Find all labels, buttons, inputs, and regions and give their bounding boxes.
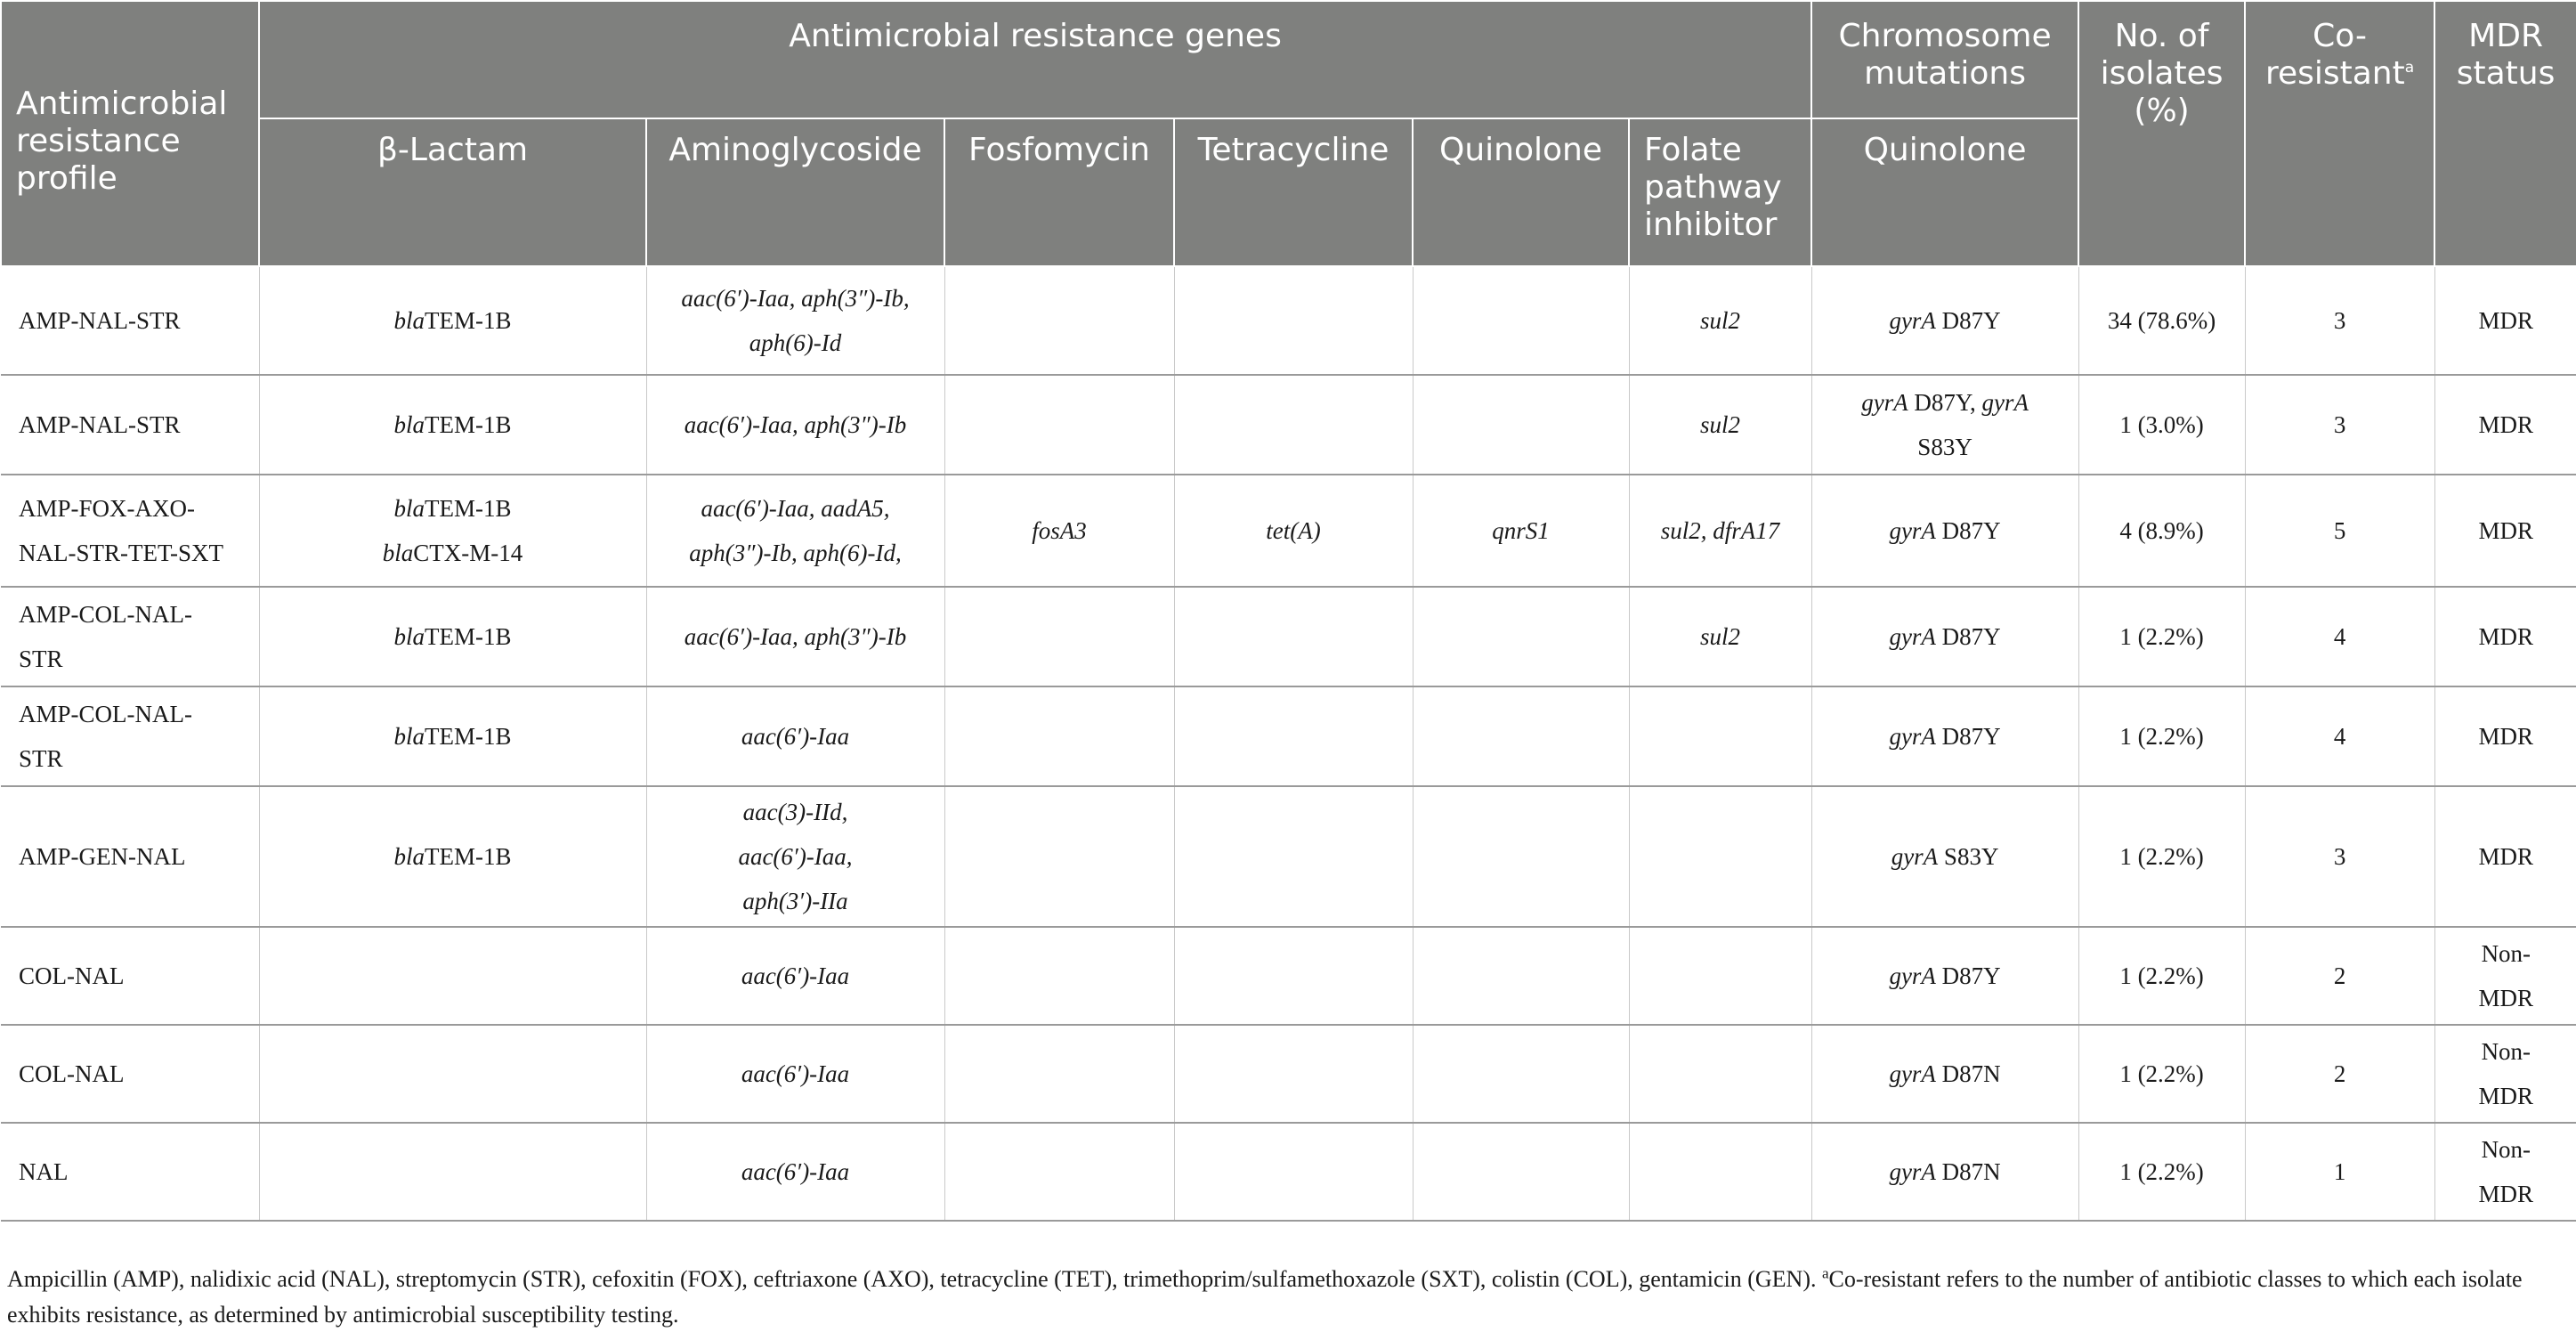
- header-genes-group: Antimicrobial resistance genes: [259, 1, 1811, 118]
- cell-aminoglycoside-line: aph(3″)-Ib, aph(6)-Id,: [689, 540, 902, 566]
- header-tetracycline: Tetracycline: [1174, 118, 1413, 266]
- cell-isolates: 1 (2.2%): [2078, 587, 2245, 686]
- cell-profile: AMP-FOX-AXO- NAL-STR-TET-SXT: [1, 475, 259, 587]
- header-isolates: No. of isolates (%): [2078, 1, 2245, 266]
- cell-mdr-status-line: MDR: [2478, 623, 2534, 650]
- cell-isolates: 1 (2.2%): [2078, 686, 2245, 786]
- cell-beta-lactam-line: blaTEM-1B: [393, 307, 512, 334]
- cell-aminoglycoside: [646, 686, 944, 786]
- footnote: Ampicillin (AMP), nalidixic acid (NAL), streptomycin (STR), cefoxitin (FOX), ceftriaxone (AXO), tetracycline (TET), trimethoprim/sulfamethoxazole (SXT), colistin (COL), gentamicin (GEN). $^a$Co-resistant refers to the number of antibiotic classes to which each isolate exhibits resistance, as determined by antimicrobial susceptibility testing.: [7, 1264, 2523, 1328]
- header-mdr-status: MDR status: [2434, 1, 2576, 266]
- cell-mdr-status-line: Non-: [2481, 1136, 2531, 1163]
- cell-tetracycline: [1174, 266, 1413, 375]
- cell-mdr-status: [2434, 686, 2576, 786]
- header-fosfomycin: Fosfomycin: [944, 118, 1174, 266]
- cell-fosfomycin: [944, 786, 1174, 927]
- cell-aminoglycoside-line: aph(3′)-IIa: [742, 888, 848, 914]
- cell-mdr-status: [2434, 1123, 2576, 1221]
- cell-aminoglycoside-line: aac(6′)-Iaa: [741, 1158, 850, 1185]
- cell-chromosome-mutation: [1811, 1025, 2078, 1123]
- table-row: [1, 927, 2576, 1025]
- cell-mdr-status: [2434, 266, 2576, 375]
- header-chrom-quinolone: Quinolone: [1811, 118, 2078, 266]
- cell-mdr-status: [2434, 587, 2576, 686]
- table-row: [1, 587, 2576, 686]
- cell-profile: AMP-COL-NAL- STR: [1, 686, 259, 786]
- cell-chromosome-mutation-line: gyrA D87Y: [1889, 962, 2001, 989]
- cell-isolates: 1 (3.0%): [2078, 375, 2245, 475]
- cell-quinolone: [1413, 786, 1629, 927]
- cell-mdr-status: [2434, 1025, 2576, 1123]
- cell-mdr-status-line: MDR: [2478, 307, 2534, 334]
- cell-quinolone: [1413, 927, 1629, 1025]
- cell-beta-lactam: [259, 266, 646, 375]
- cell-chromosome-mutation: [1811, 587, 2078, 686]
- cell-isolates: 1 (2.2%): [2078, 1025, 2245, 1123]
- cell-mdr-status-line: MDR: [2478, 843, 2534, 870]
- cell-aminoglycoside: [646, 475, 944, 587]
- table-row: [1, 786, 2576, 927]
- cell-fosfomycin: [944, 1025, 1174, 1123]
- cell-chromosome-mutation: [1811, 266, 2078, 375]
- cell-quinolone: [1413, 1123, 1629, 1221]
- cell-chromosome-mutation-line: gyrA D87Y: [1889, 517, 2001, 544]
- cell-tetracycline: [1174, 786, 1413, 927]
- cell-aminoglycoside: [646, 1123, 944, 1221]
- cell-beta-lactam-line: blaCTX-M-14: [382, 540, 523, 566]
- cell-mdr-status: [2434, 786, 2576, 927]
- cell-tetracycline: [1174, 1123, 1413, 1221]
- cell-profile: AMP-NAL-STR: [1, 266, 259, 375]
- cell-mdr-status-line: MDR: [2478, 517, 2534, 544]
- cell-beta-lactam: [259, 1123, 646, 1221]
- cell-aminoglycoside: [646, 786, 944, 927]
- cell-profile: AMP-COL-NAL- STR: [1, 587, 259, 686]
- cell-folate: [1629, 1025, 1811, 1123]
- cell-chromosome-mutation-line: S83Y: [1917, 434, 1973, 460]
- cell-tetracycline: [1174, 927, 1413, 1025]
- cell-mdr-status: [2434, 375, 2576, 475]
- cell-folate: sul2: [1629, 266, 1811, 375]
- cell-quinolone: qnrS1: [1413, 475, 1629, 587]
- cell-chromosome-mutation: [1811, 686, 2078, 786]
- header-quinolone: Quinolone: [1413, 118, 1629, 266]
- cell-chromosome-mutation-line: gyrA D87Y, gyrA: [1861, 389, 2029, 416]
- cell-aminoglycoside-line: aac(3)-IId,: [742, 799, 848, 825]
- cell-aminoglycoside: [646, 927, 944, 1025]
- cell-tetracycline: [1174, 375, 1413, 475]
- cell-isolates: 34 (78.6%): [2078, 266, 2245, 375]
- cell-chromosome-mutation: [1811, 927, 2078, 1025]
- cell-folate: sul2: [1629, 587, 1811, 686]
- cell-aminoglycoside: [646, 1025, 944, 1123]
- cell-aminoglycoside-line: aac(6′)-Iaa, aph(3″)-Ib: [684, 411, 907, 438]
- header-coresistant: Co-resistant$^a$: [2245, 1, 2434, 266]
- cell-folate: [1629, 927, 1811, 1025]
- cell-profile: COL-NAL: [1, 927, 259, 1025]
- cell-mdr-status-line: MDR: [2478, 411, 2534, 438]
- cell-isolates: 4 (8.9%): [2078, 475, 2245, 587]
- cell-folate: [1629, 686, 1811, 786]
- cell-beta-lactam-line: blaTEM-1B: [393, 411, 512, 438]
- cell-coresistant: 2: [2245, 1025, 2434, 1123]
- cell-quinolone: [1413, 266, 1629, 375]
- cell-profile: COL-NAL: [1, 1025, 259, 1123]
- cell-chromosome-mutation-line: gyrA D87Y: [1889, 623, 2001, 650]
- cell-fosfomycin: [944, 1123, 1174, 1221]
- cell-aminoglycoside: [646, 375, 944, 475]
- cell-beta-lactam: [259, 927, 646, 1025]
- header-profile: Antimicrobial resistance profile: [1, 1, 259, 266]
- cell-chromosome-mutation: [1811, 786, 2078, 927]
- cell-aminoglycoside: [646, 266, 944, 375]
- cell-profile: NAL: [1, 1123, 259, 1221]
- cell-folate: sul2, dfrA17: [1629, 475, 1811, 587]
- cell-mdr-status: [2434, 475, 2576, 587]
- cell-coresistant: 2: [2245, 927, 2434, 1025]
- cell-aminoglycoside-line: aac(6′)-Iaa, aadA5,: [701, 495, 890, 522]
- cell-quinolone: [1413, 686, 1629, 786]
- cell-profile: AMP-GEN-NAL: [1, 786, 259, 927]
- header-folate: Folate pathway inhibitor: [1629, 118, 1811, 266]
- cell-quinolone: [1413, 587, 1629, 686]
- cell-beta-lactam: [259, 786, 646, 927]
- cell-beta-lactam: [259, 375, 646, 475]
- cell-aminoglycoside-line: aac(6′)-Iaa: [741, 1060, 850, 1087]
- cell-aminoglycoside: [646, 587, 944, 686]
- table-row: [1, 1025, 2576, 1123]
- table-row: [1, 686, 2576, 786]
- cell-quinolone: [1413, 1025, 1629, 1123]
- cell-aminoglycoside-line: aac(6′)-Iaa,: [738, 843, 853, 870]
- cell-beta-lactam: [259, 686, 646, 786]
- cell-aminoglycoside-line: aac(6′)-Iaa, aph(3″)-Ib: [684, 623, 907, 650]
- header-beta-lactam: β-Lactam: [259, 118, 646, 266]
- cell-coresistant: 3: [2245, 786, 2434, 927]
- cell-isolates: 1 (2.2%): [2078, 786, 2245, 927]
- cell-chromosome-mutation-line: gyrA S83Y: [1891, 843, 1999, 870]
- cell-beta-lactam: [259, 587, 646, 686]
- cell-aminoglycoside-line: aac(6′)-Iaa: [741, 962, 850, 989]
- cell-aminoglycoside-line: aac(6′)-Iaa: [741, 723, 850, 750]
- cell-folate: [1629, 1123, 1811, 1221]
- cell-mdr-status-line: MDR: [2478, 723, 2534, 750]
- cell-chromosome-mutation-line: gyrA D87Y: [1889, 307, 2001, 334]
- cell-fosfomycin: [944, 686, 1174, 786]
- cell-beta-lactam: [259, 1025, 646, 1123]
- cell-profile: AMP-NAL-STR: [1, 375, 259, 475]
- cell-coresistant: 4: [2245, 686, 2434, 786]
- cell-mdr-status: [2434, 927, 2576, 1025]
- cell-isolates: 1 (2.2%): [2078, 927, 2245, 1025]
- cell-tetracycline: [1174, 587, 1413, 686]
- cell-beta-lactam-line: blaTEM-1B: [393, 723, 512, 750]
- cell-chromosome-mutation: [1811, 1123, 2078, 1221]
- cell-mdr-status-line: Non-: [2481, 1038, 2531, 1065]
- cell-fosfomycin: [944, 266, 1174, 375]
- cell-beta-lactam-line: blaTEM-1B: [393, 843, 512, 870]
- cell-coresistant: 4: [2245, 587, 2434, 686]
- cell-tetracycline: tet(A): [1174, 475, 1413, 587]
- cell-coresistant: 3: [2245, 375, 2434, 475]
- cell-folate: sul2: [1629, 375, 1811, 475]
- cell-mdr-status-line: MDR: [2478, 985, 2534, 1011]
- cell-isolates: 1 (2.2%): [2078, 1123, 2245, 1221]
- cell-mdr-status-line: MDR: [2478, 1083, 2534, 1109]
- table-row: [1, 375, 2576, 475]
- header-aminoglycoside: Aminoglycoside: [646, 118, 944, 266]
- cell-coresistant: 5: [2245, 475, 2434, 587]
- cell-beta-lactam: [259, 475, 646, 587]
- cell-chromosome-mutation: [1811, 475, 2078, 587]
- cell-fosfomycin: [944, 927, 1174, 1025]
- cell-fosfomycin: [944, 587, 1174, 686]
- cell-tetracycline: [1174, 686, 1413, 786]
- cell-tetracycline: [1174, 1025, 1413, 1123]
- table-row: [1, 1123, 2576, 1221]
- cell-fosfomycin: fosA3: [944, 475, 1174, 587]
- table-row: [1, 475, 2576, 587]
- table-row: [1, 266, 2576, 375]
- cell-chromosome-mutation-line: gyrA D87N: [1889, 1158, 2001, 1185]
- header-row-group: [1, 1, 2576, 118]
- cell-chromosome-mutation-line: gyrA D87N: [1889, 1060, 2001, 1087]
- cell-quinolone: [1413, 375, 1629, 475]
- cell-beta-lactam-line: blaTEM-1B: [393, 495, 512, 522]
- cell-mdr-status-line: MDR: [2478, 1181, 2534, 1207]
- cell-coresistant: 3: [2245, 266, 2434, 375]
- cell-chromosome-mutation-line: gyrA D87Y: [1889, 723, 2001, 750]
- cell-beta-lactam-line: blaTEM-1B: [393, 623, 512, 650]
- cell-chromosome-mutation: [1811, 375, 2078, 475]
- cell-coresistant: 1: [2245, 1123, 2434, 1221]
- header-chromosome-mutations: Chromosome mutations: [1811, 1, 2078, 118]
- cell-folate: [1629, 786, 1811, 927]
- cell-fosfomycin: [944, 375, 1174, 475]
- cell-aminoglycoside-line: aph(6)-Id: [749, 329, 842, 356]
- table-body: [1, 266, 2576, 1221]
- cell-aminoglycoside-line: aac(6′)-Iaa, aph(3″)-Ib,: [681, 285, 910, 312]
- cell-mdr-status-line: Non-: [2481, 940, 2531, 967]
